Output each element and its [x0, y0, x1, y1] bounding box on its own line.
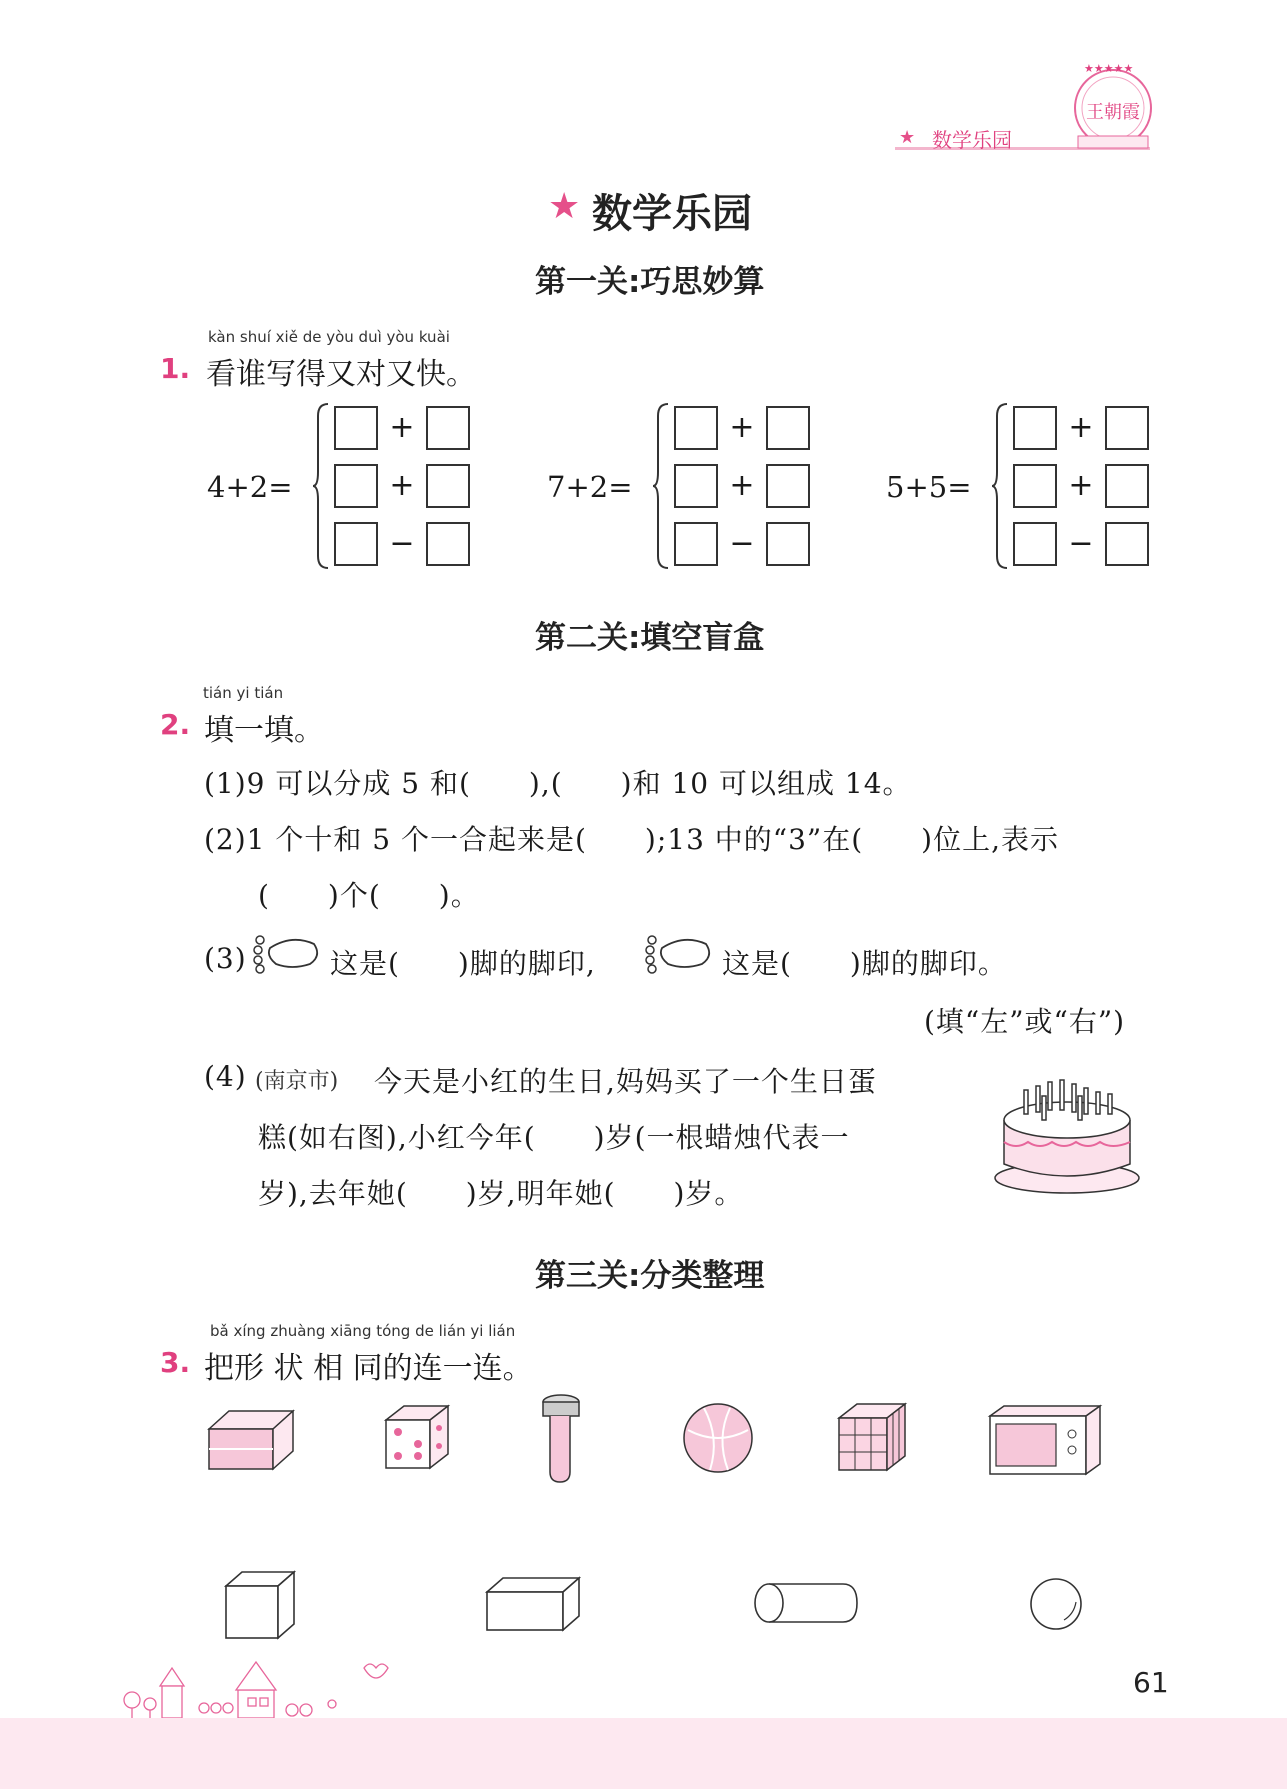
q2-number: 2.: [160, 708, 191, 741]
q2-pinyin: tián yi tián: [203, 684, 284, 702]
q3-number: 3.: [160, 1346, 191, 1379]
answer-box[interactable]: [426, 406, 470, 450]
answer-box[interactable]: [1105, 406, 1149, 450]
cube-shape-icon[interactable]: [222, 1568, 300, 1642]
q2-item-3-prefix: (3): [204, 942, 247, 975]
answer-box[interactable]: [1105, 464, 1149, 508]
q1-text: 看谁写得又对又快。: [206, 357, 476, 392]
q1-number: 1.: [160, 352, 191, 385]
answer-box[interactable]: [426, 464, 470, 508]
q3-text: 把形 状 相 同的连一连。: [204, 1351, 533, 1386]
bottom-band: [0, 1718, 1287, 1789]
q2-item-3-hint: (填“左”或“右”): [924, 1005, 1126, 1038]
plus-sign: +: [389, 410, 415, 445]
q2-item-1: (1)9 可以分成 5 和( ),( )和 10 可以组成 14。: [204, 767, 912, 800]
star-icon: ★: [899, 127, 916, 148]
q3-pinyin: bǎ xíng zhuàng xiāng tóng de lián yi lián: [210, 1322, 516, 1340]
left-brace-icon: [652, 402, 672, 570]
answer-box[interactable]: [334, 406, 378, 450]
minus-sign: −: [389, 526, 415, 561]
plus-sign: +: [729, 468, 755, 503]
minus-sign: −: [1068, 526, 1094, 561]
q2-item-2-cont: ( )个( )。: [258, 879, 480, 912]
plus-sign: +: [1068, 468, 1094, 503]
answer-box[interactable]: [1013, 522, 1057, 566]
page-title: 数学乐园: [592, 191, 752, 237]
answer-box[interactable]: [1105, 522, 1149, 566]
source-tag: (南京市): [255, 1069, 339, 1094]
q2-item-4-line-1: 今天是小红的生日,妈妈买了一个生日蛋: [374, 1065, 877, 1098]
level-two-heading: 第二关:填空盲盒: [535, 620, 765, 656]
left-footprint-icon: [252, 934, 322, 978]
equation-label: 4+2=: [207, 470, 293, 504]
tissue-box-icon[interactable]: [205, 1405, 295, 1475]
level-three-heading: 第三关:分类整理: [535, 1258, 765, 1294]
q2-item-4-line-2: 糕(如右图),小红今年( )岁(一根蜡烛代表一: [258, 1121, 850, 1154]
equation-label: 5+5=: [886, 470, 972, 504]
left-brace-icon: [312, 402, 332, 570]
equation-label: 7+2=: [547, 470, 633, 504]
ball-icon[interactable]: [680, 1400, 756, 1476]
q2-item-3-mid: 这是( )脚的脚印,: [330, 947, 596, 980]
q2-item-3-end: 这是( )脚的脚印。: [722, 947, 1007, 980]
q2-item-2: (2)1 个十和 5 个一合起来是( );13 中的“3”在( )位上,表示: [204, 823, 1059, 856]
answer-box[interactable]: [766, 464, 810, 508]
dice-icon[interactable]: [382, 1402, 452, 1474]
title-star-icon: ★: [548, 186, 581, 227]
birthday-cake-icon: [992, 1078, 1142, 1196]
answer-box[interactable]: [334, 522, 378, 566]
answer-box[interactable]: [1013, 406, 1057, 450]
plus-sign: +: [729, 410, 755, 445]
plus-sign: +: [1068, 410, 1094, 445]
cuboid-shape-icon[interactable]: [483, 1574, 583, 1634]
q2-text: 填一填。: [204, 713, 324, 748]
answer-box[interactable]: [766, 406, 810, 450]
svg-text:★★★★★: ★★★★★: [1084, 62, 1134, 75]
microwave-icon[interactable]: [986, 1402, 1104, 1480]
answer-box[interactable]: [1013, 464, 1057, 508]
answer-box[interactable]: [674, 406, 718, 450]
page-number: 61: [1133, 1666, 1169, 1699]
logo-text: 王朝霞: [1086, 102, 1140, 123]
answer-box[interactable]: [426, 522, 470, 566]
cylinder-shape-icon[interactable]: [751, 1580, 861, 1626]
plus-sign: +: [389, 468, 415, 503]
q2-item-4-prefix: (4): [204, 1060, 247, 1093]
header-section-label: 数学乐园: [932, 128, 1012, 152]
sphere-shape-icon[interactable]: [1028, 1576, 1084, 1632]
answer-box[interactable]: [766, 522, 810, 566]
rubik-cube-icon[interactable]: [835, 1400, 909, 1476]
answer-box[interactable]: [674, 522, 718, 566]
q2-item-4-line-3: 岁),去年她( )岁,明年她( )岁。: [258, 1177, 744, 1210]
q1-pinyin: kàn shuí xiě de yòu duì yòu kuài: [208, 328, 450, 346]
logo-seal-icon: [1070, 60, 1156, 155]
answer-box[interactable]: [674, 464, 718, 508]
castle-decoration-icon: [120, 1648, 420, 1718]
answer-box[interactable]: [334, 464, 378, 508]
minus-sign: −: [729, 526, 755, 561]
cylinder-candy-icon[interactable]: [536, 1392, 586, 1484]
left-brace-icon: [991, 402, 1011, 570]
level-one-heading: 第一关:巧思妙算: [535, 264, 765, 300]
right-footprint-icon: [644, 934, 714, 978]
